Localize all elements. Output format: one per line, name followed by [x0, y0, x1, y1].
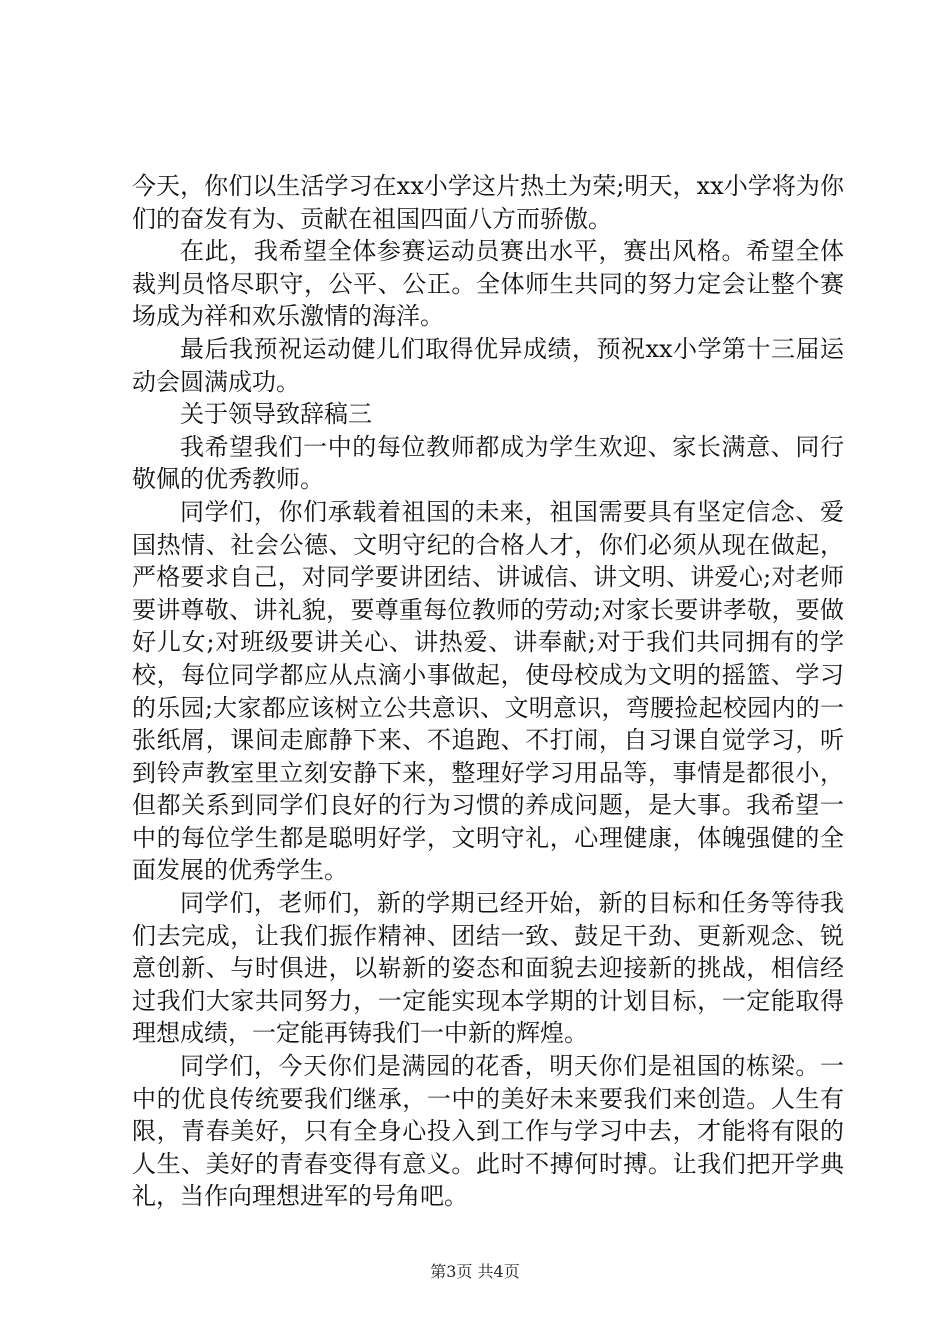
paragraph-1: 今天，你们以生活学习在xx小学这片热土为荣;明天，xx小学将为你们的奋发有为、贡献在祖国四面八方而骄傲。 [132, 172, 844, 233]
document-body [132, 170, 844, 1213]
paragraph-7: 同学们，今天你们是满园的花香，明天你们是祖国的栋梁。一中的优良传统要我们继承，一中的美好未来要我们来创造。人生有限，青春美好，只有全身心投入到工作与学习中去，才能将有限的人生、美好的青春变得有意义。此时不搏何时搏。让我们把开学典礼，当作向理想进军的号角吧。 [132, 1052, 844, 1211]
section-heading: 关于领导致辞稿三 [180, 400, 372, 429]
paragraph-3: 最后我预祝运动健儿们取得优异成绩，预祝xx小学第十三届运动会圆满成功。 [132, 334, 844, 396]
paragraph-2: 在此，我希望全体参赛运动员赛出水平，赛出风格。希望全体裁判员恪尽职守，公平、公正。全体师生共同的努力定会让整个赛场成为祥和欢乐激情的海洋。 [132, 237, 844, 331]
page-number: 第3页 共4页 [430, 1262, 520, 1281]
paragraph-5: 同学们，你们承载着祖国的未来，祖国需要具有坚定信念、爱国热情、社会公德、文明守纪的合格人才，你们必须从现在做起，严格要求自己，对同学要讲团结、讲诚信、讲文明、讲爱心;对老师要讲尊敬、讲礼貌，要尊重每位教师的劳动;对家长要讲孝敬，要做好儿女;对班级要讲关心、讲热爱、讲奉献;对于我们共同拥有的学校，每位同学都应从点滴小事做起，使母校成为文明的摇篮、学习的乐园;大家都应该树立公共意识、文明意识，弯腰捡起校园内的一张纸屑，课间走廊静下来、不追跑、不打闹，自习课自觉学习，听到铃声教室里立刻安静下来，整理好学习用品等，事情是都很小，但都关系到同学们良好的行为习惯的养成问题，是大事。我希望一中的每位学生都是聪明好学，文明守礼，心理健康，体魄强健的全面发展的优秀学生。 [132, 497, 844, 885]
page-footer [0, 1262, 950, 1282]
paragraph-6: 同学们，老师们，新的学期已经开始，新的目标和任务等待我们去完成，让我们振作精神、团结一致、鼓足干劲、更新观念、锐意创新、与时俱进，以崭新的姿态和面貌去迎接新的挑战，相信经过我们大家共同努力，一定能实现本学期的计划目标，一定能取得理想成绩，一定能再铸我们一中新的辉煌。 [132, 889, 844, 1048]
paragraph-4: 我希望我们一中的每位教师都成为学生欢迎、家长满意、同行敬佩的优秀教师。 [132, 432, 844, 494]
